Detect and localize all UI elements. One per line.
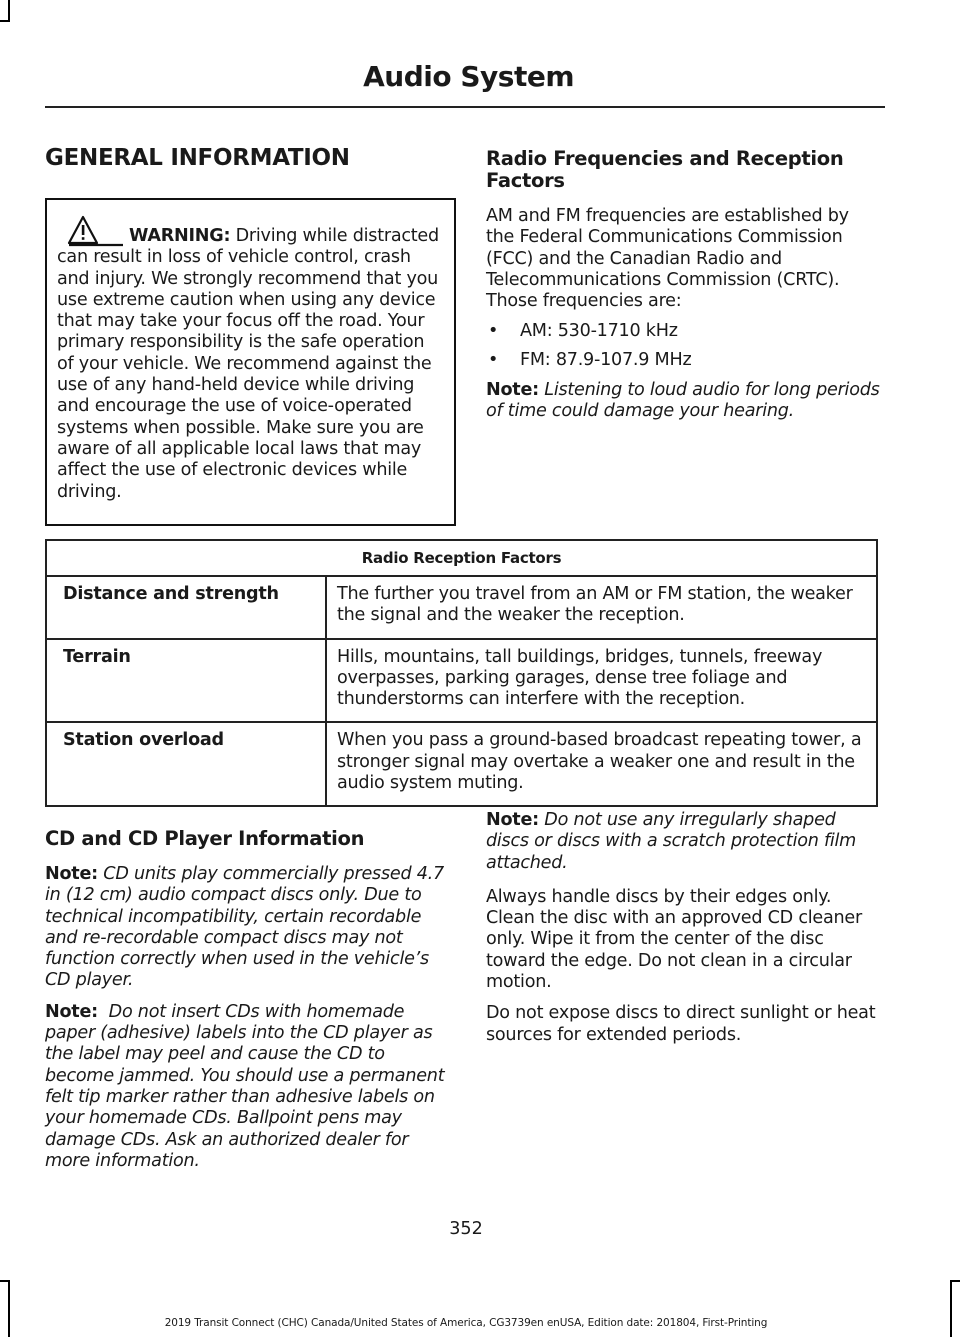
crop-mark [950, 1280, 952, 1337]
table-row [46, 639, 877, 723]
table-row-desc: Hills, mountains, tall buildings, bridges, tunnels, freeway overpasses, parking garages, dense tree foliage and thunderstorms can interfere with the reception. [326, 639, 877, 723]
note-label: Note: [45, 1001, 98, 1022]
table-row-desc: The further you travel from an AM or FM station, the weaker the signal and the weaker the reception. [326, 576, 877, 639]
footer-edition: 2019 Transit Connect (CHC) Canada/United States of America, CG3739en enUSA, Edition date: 201804, First-Printing [164, 1317, 768, 1329]
table-row-desc: When you pass a ground-based broadcast repeating tower, a stronger signal may overtake a weaker one and result in the audio system muting. [326, 722, 877, 806]
table-row-label: Terrain [46, 639, 326, 723]
note-text: Do not use any irregularly shaped discs or discs with a scratch protection film attached. [486, 810, 857, 873]
crop-mark [8, 0, 10, 22]
cd-note-2 [45, 1002, 455, 1172]
page-header-title: Audio System [363, 60, 574, 93]
crop-mark [0, 1280, 10, 1282]
cd-info-heading: CD and CD Player Information [45, 827, 365, 850]
note-text: Listening to loud audio for long periods of time could damage your hearing. [486, 380, 880, 422]
warning-box [45, 198, 456, 526]
radio-reception-factors-table [45, 539, 878, 807]
crop-mark [950, 1280, 960, 1282]
table-row [46, 576, 877, 639]
disc-care-section [486, 810, 882, 1046]
disc-handling-paragraph: Always handle discs by their edges only. Clean the disc with an approved CD cleaner only. Wipe it from the center of the disc toward the edge. Do not clean in a circular motion. [486, 886, 862, 993]
note-label: Note: [486, 810, 539, 830]
header-rule [45, 106, 885, 108]
warning-text [57, 215, 446, 503]
hearing-note [486, 380, 882, 423]
note-label: Note: [45, 864, 98, 884]
radio-frequencies-intro: AM and FM frequencies are established by the Federal Communications Commission (FCC) and the Canadian Radio and Telecommunications Commission (CRTC). Those frequencies are: [486, 206, 849, 312]
note-text: CD units play commercially pressed 4.7 in (12 cm) audio compact discs only. Due to technical incompatibility, certain recordable and re-recordable compact discs may not function correctly when used in the vehicle’s CD player. [45, 864, 444, 991]
list-item: • FM: 87.9-107.9 MHz [486, 350, 882, 371]
warning-body: Driving while distracted can result in loss of vehicle control, crash and injury. We strongly recommend that you use extreme caution when using any device that may take your focus off the road. Your primary responsibility is the safe operation of your vehicle. We recommend against the use of any hand-held device while driving and encourage the use of voice-operated systems when possible. Make sure you are aware of all applicable local laws that may affect the use of electronic devices while driving. [57, 226, 439, 502]
note-label: Note: [486, 380, 539, 401]
radio-frequencies-section [486, 148, 882, 423]
disc-exposure-paragraph: Do not expose discs to direct sunlight or heat sources for extended periods. [486, 1003, 876, 1045]
section-title: GENERAL INFORMATION [45, 145, 350, 171]
table-title: Radio Reception Factors [46, 540, 877, 576]
note-text: Do not insert CDs with homemade paper (adhesive) labels into the CD player as the label may peel and cause the CD to become jammed. You should use a permanent felt tip marker rather than adhesive labels on your homemade CDs. Ballpoint pens may damage CDs. Ask an authorized dealer for more information. [45, 1001, 445, 1171]
page-number: 352 [449, 1219, 483, 1239]
crop-mark [0, 20, 10, 22]
table-row-label: Distance and strength [46, 576, 326, 639]
list-item: • AM: 530-1710 kHz [486, 321, 882, 342]
table-row-label: Station overload [46, 722, 326, 806]
table-row [46, 722, 877, 806]
radio-frequencies-heading: Radio Frequencies and Reception Factors [486, 147, 844, 192]
frequency-list [486, 321, 882, 371]
disc-shape-note [486, 810, 882, 874]
warning-triangle-icon [67, 215, 123, 247]
cd-note-1 [45, 864, 455, 992]
cd-info-section [45, 828, 455, 1172]
warning-label: WARNING: [129, 226, 231, 246]
